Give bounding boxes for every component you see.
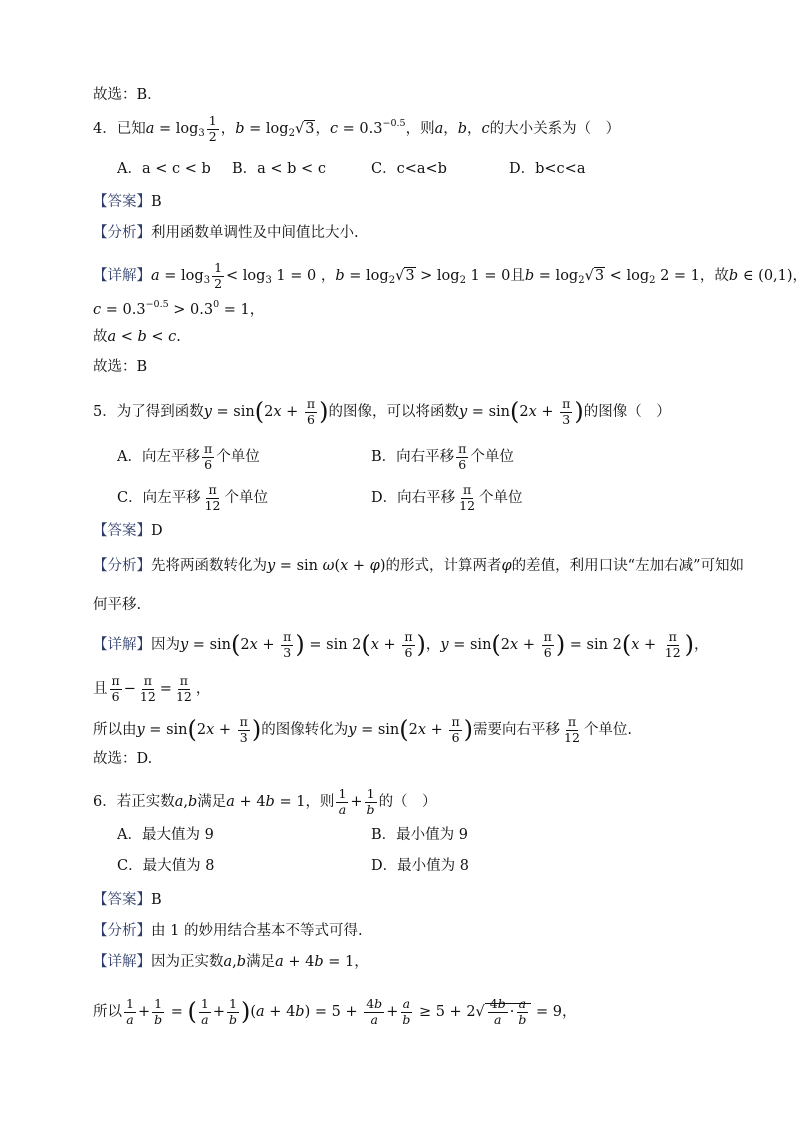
q6-answer: 【答案】B	[93, 892, 162, 908]
q5-option-a: A．向左平移 $\frac{\pi}{6}$ 个单位	[117, 441, 260, 472]
q4-conclusion: 故选：B	[93, 359, 148, 375]
q6-option-a: A．最大值为 9	[117, 827, 214, 843]
q5-detail-diff: 且 $\frac{\pi}{6}$ − $\frac{\pi}{12}$ = $\frac{\pi}{12}$ ，	[93, 673, 211, 704]
q4-detail: 【详解】$a = \log_3$ $\frac{1}{2}$ < $\log_3 1 = 0$ ，$b = \log_2√3 > \log_2 1 = 0$且$b = \log_2√3 < \log_2 2 = 1$，故b ∈ (0,1)，	[93, 260, 807, 291]
q5-detail-conclusion: 所以由y = sin(2x + $\frac{\pi}{3}$ )的图像转化为y = sin(2x + $\frac{\pi}{6}$ )需要向右平移 $\frac{\pi}{12}$ 个单位.	[93, 714, 633, 745]
q6-analysis: 【分析】由 1 的妙用结合基本不等式可得.	[93, 923, 363, 939]
q4-detail-order: 故a < b < c.	[93, 329, 181, 345]
q5-conclusion: 故选：D.	[93, 751, 153, 767]
q5-option-d: D．向右平移 $\frac{\pi}{12}$ 个单位	[371, 482, 523, 513]
q6-stem: 6．若正实数a,b满足a + 4b = 1，则 $\frac{1}{a}$ + $\frac{1}{b}$ 的（ ）	[93, 786, 437, 817]
q4-option-b: B．a < b < c	[232, 161, 326, 177]
q4-analysis: 【分析】利用函数单调性及中间值比大小.	[93, 225, 359, 241]
q5-option-b: B．向右平移 $\frac{\pi}{6}$ 个单位	[371, 441, 514, 472]
q5-analysis-cont: 何平移.	[93, 597, 142, 613]
q5-option-c: C．向左平移 $\frac{\pi}{12}$ 个单位	[117, 482, 269, 513]
q4-stem: 4．已知$a = \log_3$ $\frac{1}{2}$ ，$b = \log_2√3$，$c = 0.3^{-0.5}$，则a，b，c的大小关系为（ ）	[93, 113, 621, 144]
q5-analysis: 【分析】先将两函数转化为y = sin ω(x + φ)的形式，计算两者φ的差值，利用口诀“左加右减”可知如	[93, 558, 744, 574]
q5-answer: 【答案】D	[93, 523, 163, 539]
q6-detail-derivation: 所以 $\frac{1}{a}$ + $\frac{1}{b}$ = ( $\frac{1}{a}$ + $\frac{1}{b}$ )(a + 4b) = 5 + $\frac{4b}{a}$ + $\frac{a}{b}$ ≥ 5 + 2√ $\frac{4b}{a}$ · $\frac{a}{b}$ = 9，	[93, 996, 577, 1027]
q6-option-b: B．最小值为 9	[371, 827, 468, 843]
q5-detail: 【详解】因为y = sin(2x + $\frac{\pi}{3}$ ) = sin 2(x + $\frac{\pi}{6}$ )，y = sin(2x + $\frac{\pi}{6}$ ) = sin 2(x + $\frac{\pi}{12}$ )，	[93, 629, 709, 660]
prev-conclusion: 故选：B．	[93, 87, 162, 103]
q4-answer: 【答案】B	[93, 194, 162, 210]
q4-option-a: A．a < c < b	[117, 161, 211, 177]
q6-option-c: C．最大值为 8	[117, 858, 215, 874]
q6-option-d: D．最小值为 8	[371, 858, 469, 874]
q6-detail: 【详解】因为正实数a,b满足a + 4b = 1，	[93, 954, 369, 970]
q4-option-d: D．b<c<a	[509, 161, 586, 177]
q5-stem: 5．为了得到函数y = sin(2x + $\frac{\pi}{6}$ )的图像，可以将函数y = sin(2x + $\frac{\pi}{3}$ )的图像（ ）	[93, 396, 671, 427]
q4-detail-c: $c = 0.3^{-0.5} > 0.3^0 = 1$，	[93, 299, 265, 318]
q4-option-c: C．c<a<b	[371, 161, 447, 177]
